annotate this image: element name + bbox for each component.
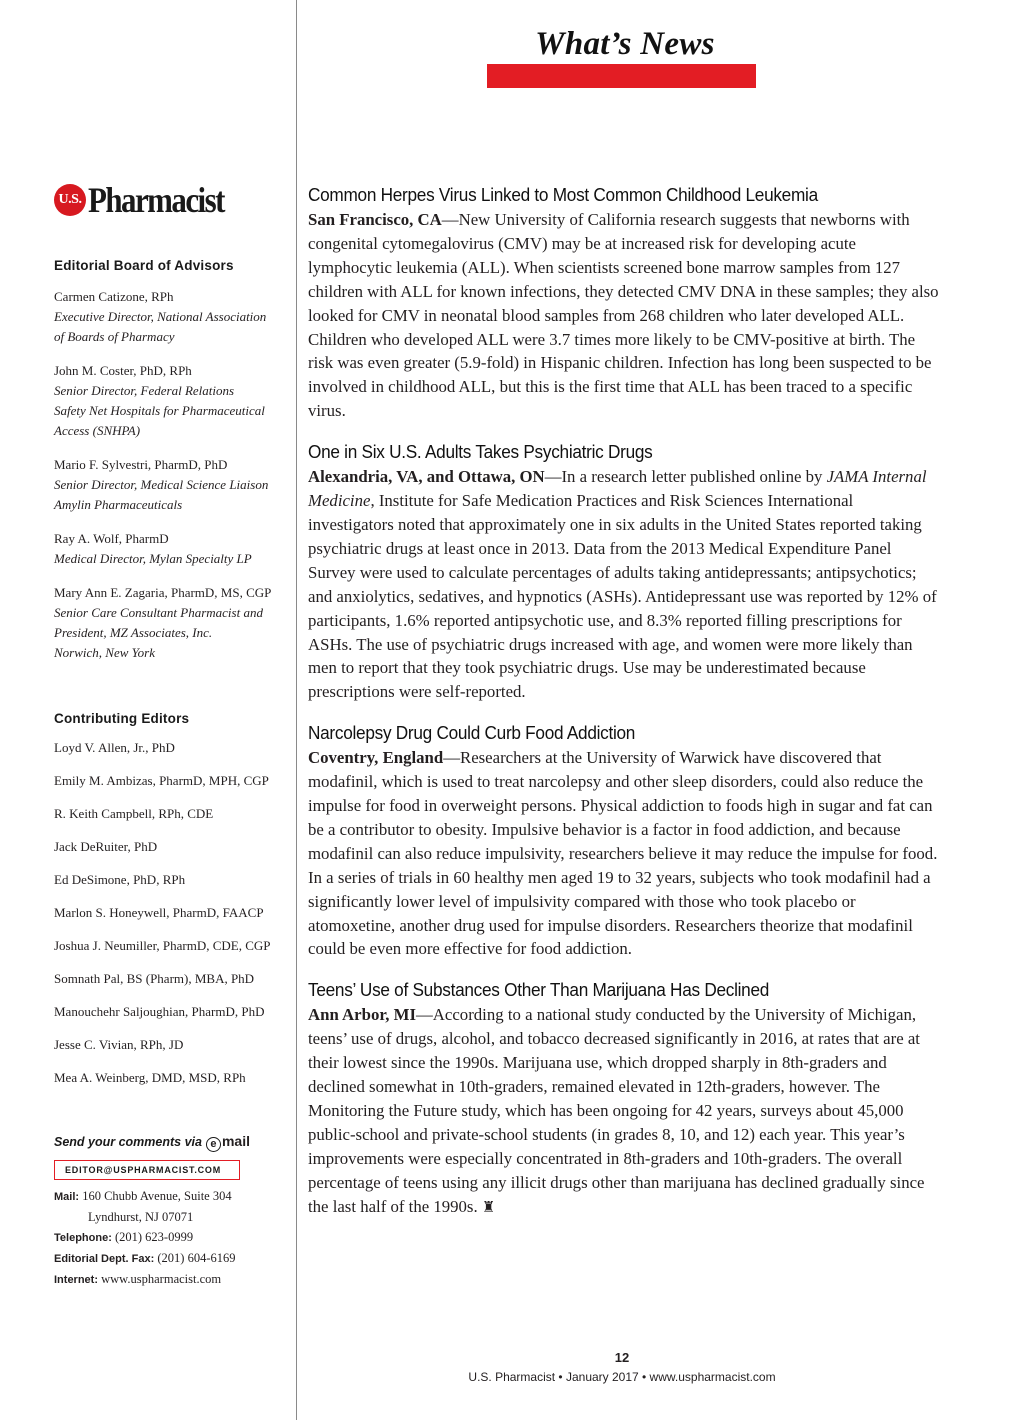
footer-credit: U.S. Pharmacist • January 2017 • www.uspharmacist.com (468, 1370, 776, 1384)
logo-wordmark: Pharmacist (88, 180, 224, 220)
article-dateline: Coventry, England (308, 748, 444, 768)
contributing-editors-heading: Contributing Editors (54, 711, 190, 726)
editor-entry: Loyd V. Allen, Jr., PhD (54, 740, 175, 755)
advisor-name: Mary Ann E. Zagaria, PharmD, MS, CGP (54, 585, 272, 600)
editor-entry: R. Keith Campbell, RPh, CDE (54, 806, 214, 821)
advisor-name: Mario F. Sylvestri, PharmD, PhD (54, 457, 228, 472)
news-article (308, 977, 940, 1220)
news-column (308, 182, 940, 1237)
editor-entry: Jesse C. Vivian, RPh, JD (54, 1037, 184, 1052)
editor-entry: Jack DeRuiter, PhD (54, 839, 158, 854)
article-text: —New University of California research suggests that newborns with congenital cytomegalovirus (CMV) may be at increased risk for developing acute lymphocytic leukemia (ALL). When scientists screened bone marrow samples from 127 children with ALL for known infections, they detected CMV DNA in these samples; they also looked for CMV in neonatal blood samples from 268 children who later developed ALL. Children who developed ALL were 3.7 times more likely to be CMV-positive at birth. The risk was even greater (5.9-fold) in Hispanic children. Infection has long been suspected to be involved in childhood ALL, but this is the first time that ALL has been traced to a specific virus. (308, 210, 939, 421)
comments-line (54, 1133, 286, 1152)
article-text: , Institute for Safe Medication Practices and Risk Sciences International investigators noted that approximately one in six adults in the United States reported taking psychiatric drugs at least once in 2013. Data from the 2013 Medical Expenditure Panel Survey were used to calculate percentages of adults taking antidepressants; antipsychotics; and anxiolytics, sedatives, and hypnotics (ASHs). Antidepressant use was reported by 12% of participants, 1.6% reported antipsychotic use, and 8.3% reported filling prescriptions for ASHs. The use of psychiatric drugs increased with age, and women were more likely than men to report that they took psychiatric drugs. Use may be underestimated because prescriptions were self-reported. (308, 491, 937, 702)
internet-label: Internet: (54, 1274, 98, 1286)
email-address-link[interactable]: EDITOR@USPHARMACIST.COM (54, 1160, 240, 1180)
advisor-entry (54, 583, 286, 663)
fax-label: Editorial Dept. Fax: (54, 1253, 155, 1265)
editor-entry: Somnath Pal, BS (Pharm), MBA, PhD (54, 971, 255, 986)
advisor-entry (54, 287, 286, 347)
article-dateline: Alexandria, VA, and Ottawa, ON (308, 467, 545, 487)
article-body (308, 208, 940, 423)
article-text: —Researchers at the University of Warwick have discovered that modafinil, which is used to treat narcolepsy and other sleep disorders, could also reduce the impulse for food in overweight persons. Physical addiction to foods high in sugar and fat can be a contributor to obesity. Impulsive behavior is a factor in food addiction, and because modafinil can also reduce impulsivity, researchers believe it may reduce the impulse for food. In a series of trials in 60 healthy men aged 19 to 32 years, subjects who took modafinil had a significantly lower level of impulsivity compared with those who took placebo or atomoxetine, another drug used for impulse disorders. Researchers theorize that modafinil could be even more effective for food addiction. (308, 748, 938, 959)
mail-address-line1: 160 Chubb Avenue, Suite 304 (82, 1189, 232, 1203)
article-text: —In a research letter published online by (544, 467, 827, 487)
mail-address-line2: Lyndhurst, NJ 07071 (88, 1210, 194, 1224)
editor-list (54, 738, 286, 1101)
advisor-role: Amylin Pharmaceuticals (54, 497, 183, 512)
article-headline: Teens’ Use of Substances Other Than Marijuana Has Declined (308, 979, 770, 1001)
advisor-role: Senior Director, Federal Relations (54, 383, 235, 398)
email-mark-letter: e (206, 1137, 221, 1152)
advisor-role: Senior Director, Medical Science Liaison (54, 477, 269, 492)
article-dateline: San Francisco, CA (308, 210, 442, 229)
editor-entry: Marlon S. Honeywell, PharmD, FAACP (54, 905, 264, 920)
news-article (308, 182, 940, 423)
advisor-role: Safety Net Hospitals for Pharmaceutical (54, 403, 265, 418)
article-body (308, 465, 940, 704)
title-accent-bar (487, 64, 756, 88)
column-divider (296, 0, 297, 1420)
editor-entry: Mea A. Weinberg, DMD, MSD, RPh (54, 1070, 246, 1085)
mail-label: Mail: (54, 1191, 80, 1203)
email-icon (206, 1133, 250, 1149)
article-dateline: Ann Arbor, MI (308, 1005, 417, 1025)
advisor-role: Norwich, New York (54, 645, 156, 660)
comments-label: Send your comments via (54, 1135, 202, 1149)
end-mark-icon: ♜ (481, 1199, 496, 1216)
editor-entry: Joshua J. Neumiller, PharmD, CDE, CGP (54, 938, 271, 953)
fax-number: (201) 604-6169 (157, 1251, 236, 1265)
news-article (308, 439, 940, 704)
editor-entry: Ed DeSimone, PhD, RPh (54, 872, 186, 887)
telephone-number: (201) 623-0999 (114, 1230, 194, 1244)
page-section-title: What’s News (535, 26, 715, 62)
advisor-role: of Boards of Pharmacy (54, 329, 175, 344)
page-number: 12 (614, 1350, 630, 1365)
article-headline: One in Six U.S. Adults Takes Psychiatric Drugs (308, 441, 653, 463)
advisor-name: Ray A. Wolf, PharmD (54, 531, 169, 546)
advisor-role: Senior Care Consultant Pharmacist and (54, 605, 263, 620)
telephone-label: Telephone: (54, 1232, 112, 1244)
article-body (308, 746, 940, 961)
advisor-role: Medical Director, Mylan Specialty LP (54, 551, 252, 566)
journal-title: JAMA Internal Medicine (308, 467, 927, 511)
advisor-list (54, 287, 286, 663)
email-mark-rest: mail (221, 1133, 250, 1149)
us-pharmacist-logo (54, 176, 286, 224)
masthead-sidebar (54, 176, 286, 1290)
advisor-name: Carmen Catizone, RPh (54, 289, 174, 304)
advisor-role: Executive Director, National Association (54, 309, 267, 324)
advisor-entry (54, 529, 286, 569)
advisor-role: President, MZ Associates, Inc. (54, 625, 213, 640)
advisor-role: Access (SNHPA) (54, 423, 141, 438)
board-heading: Editorial Board of Advisors (54, 258, 234, 273)
editor-entry: Emily M. Ambizas, PharmD, MPH, CGP (54, 773, 269, 788)
article-body (308, 1003, 940, 1220)
advisor-name: John M. Coster, PhD, RPh (54, 363, 192, 378)
contact-block (54, 1186, 286, 1290)
advisor-entry (54, 455, 286, 515)
article-text: —According to a national study conducted by the University of Michigan, teens’ use of drugs, alcohol, and tobacco decreased significantly in 2016, at rates that are at their lowest since the 1990s. Marijuana use, which dropped sharply in 8th-graders and declined somewhat in 10th-graders, remained elevated in 12th-graders, however. The Monitoring the Future study, which has been ongoing for 42 years, surveys about 45,000 public-school and private-school students (in grades 8, 10, and 12) each year. This year’s improvements were especially concentrated in 8th-graders and 10th-graders. The overall percentage of teens using any illicit drugs other than marijuana has declined gradually since the last half of the 1990s. (308, 1005, 925, 1216)
news-article (308, 720, 940, 961)
logo-seal: U.S. (54, 184, 86, 216)
article-headline: Narcolepsy Drug Could Curb Food Addiction (308, 722, 636, 744)
editor-entry: Manouchehr Saljoughian, PharmD, PhD (54, 1004, 265, 1019)
website-link[interactable]: www.uspharmacist.com (101, 1272, 222, 1286)
advisor-entry (54, 361, 286, 441)
article-headline: Common Herpes Virus Linked to Most Common Childhood Leukemia (308, 184, 818, 205)
